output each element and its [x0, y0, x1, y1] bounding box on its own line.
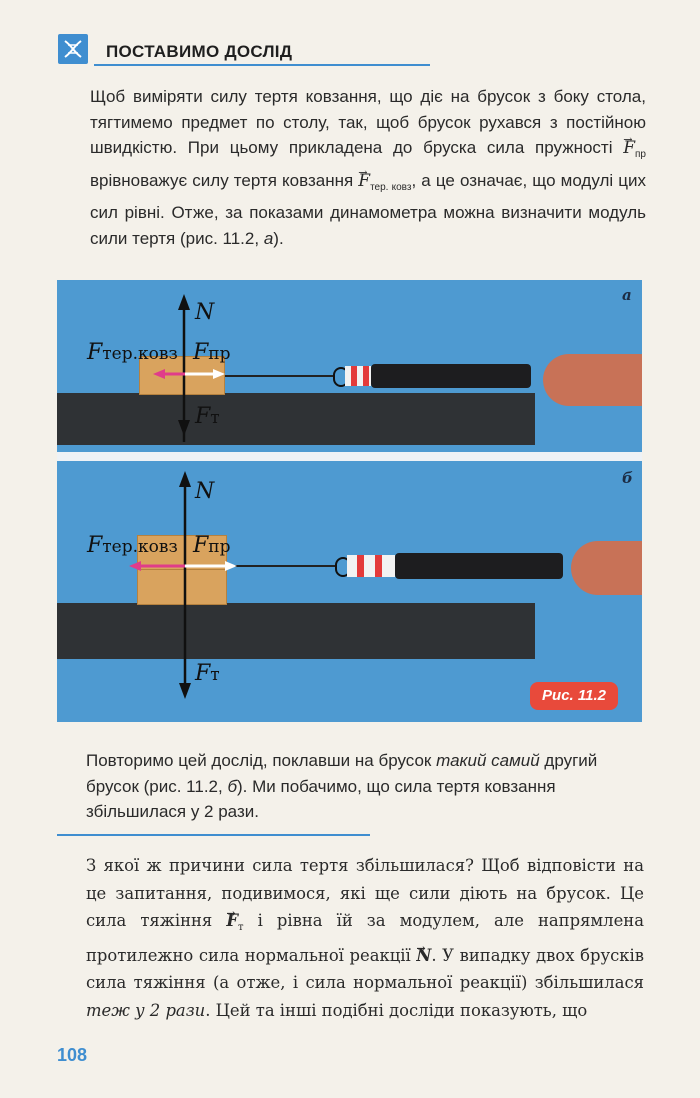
mid-text-1: Повторимо цей дослід, поклавши на брусок — [86, 751, 437, 770]
figure-panel-a — [57, 280, 642, 452]
intro-text-1: Щоб виміряти силу тертя ковзання, що діє на брусок з боку стола, тягтимемо предмет по столу, так, щоб брусок рухався з постійною швидкістю. При цьому прикладена до бруска сила пружності — [90, 87, 646, 158]
label-f-tr: Fтер.ковз — [87, 533, 178, 558]
intro-paragraph — [90, 84, 646, 252]
body-text-3: . У випадку двох брусків сила тяжіння (а отже, і сила нормальної реакції) збільшилася — [86, 945, 644, 993]
intro-ref-a: а — [263, 228, 274, 248]
body-text-2: і рівна їй за модулем, але напрямлена протилежно сила нормальної реакції — [86, 911, 644, 965]
panel-letter-b: б — [622, 469, 633, 487]
mid-ref-b: б — [227, 776, 238, 796]
figure-caption-badge: Рис. 11.2 — [530, 682, 618, 710]
repeat-experiment-paragraph — [86, 748, 642, 825]
body-text-4: . Цей та інші подібні досліди показують, що — [205, 1000, 588, 1020]
vector-f-tr-sub: тер. ковз — [370, 181, 412, 193]
label-f-t: Fт — [195, 404, 220, 429]
vector-f-tr: → F — [358, 171, 370, 191]
page-number: 108 — [57, 1045, 88, 1065]
label-n: N — [195, 479, 215, 504]
intro-text-4: ). — [273, 228, 284, 248]
section-divider — [57, 834, 370, 836]
body-emphasis: теж у 2 рази — [86, 1000, 206, 1020]
intro-text-2: врівноважує силу тертя ковзання — [90, 170, 359, 190]
section-title: ПОСТАВИМО ДОСЛІД — [106, 42, 293, 61]
vector-f-t: → F — [226, 911, 238, 930]
panel-letter-a: а — [622, 286, 632, 304]
vector-n: → N — [416, 946, 431, 965]
mid-text-3: ). Ми побачимо, що сила тертя ковзання збільшилася у 2 рази. — [86, 776, 556, 822]
label-f-pr: Fпр — [193, 340, 231, 365]
label-f-t: Fт — [195, 661, 220, 686]
body-paragraph — [86, 852, 644, 1025]
mid-text-2: другий брусок (рис. 11.2, — [86, 751, 598, 796]
force-arrows-a — [57, 280, 642, 452]
section-header — [58, 34, 368, 66]
vector-f-pr-sub: пр — [635, 149, 646, 161]
mid-emphasis: такий самий — [436, 751, 540, 770]
dna-icon — [58, 34, 88, 64]
intro-text-3: , а це означає, що модулі цих сил рівні. Отже, за показами динамометра можна визначити модуль сили тертя (рис. 11.2, — [90, 170, 647, 248]
label-f-pr: Fпр — [193, 533, 231, 558]
figure-panel-b — [57, 461, 642, 722]
body-text-1: З якої ж причини сила тертя збільшилася? Щоб відповісти на це запитання, подивимося, які ще сили діють на брусок. Це сила тяжіння — [86, 856, 644, 931]
vector-f-t-sub: т — [237, 922, 244, 934]
header-divider — [94, 64, 430, 66]
label-f-tr: Fтер.ковз — [87, 340, 178, 365]
figure-11-2 — [57, 280, 642, 722]
label-n: N — [195, 300, 215, 325]
vector-f-pr: → F — [623, 138, 635, 158]
